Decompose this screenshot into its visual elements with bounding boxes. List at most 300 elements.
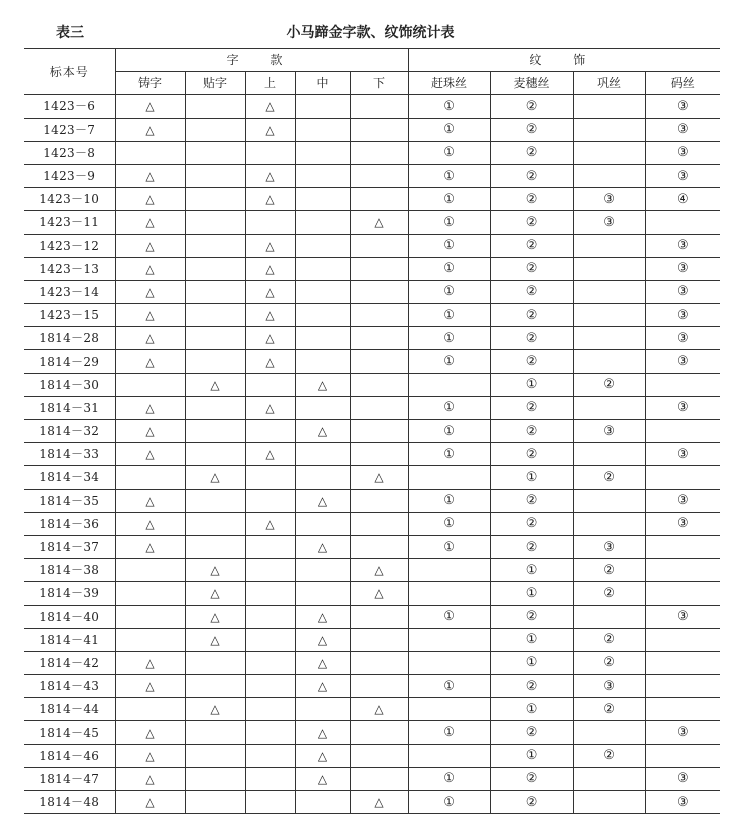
table-cell: ③ — [645, 234, 720, 257]
header-applied-char: 贴字 — [185, 72, 245, 95]
table-row — [24, 582, 720, 605]
table-cell — [185, 651, 245, 674]
header-row-columns — [24, 72, 720, 95]
table-cell — [245, 559, 295, 582]
table-title: 小马蹄金字款、纹饰统计表 — [286, 25, 455, 41]
table-cell — [295, 304, 350, 327]
header-chased-bead-wire: 赶珠丝 — [408, 72, 490, 95]
table-cell — [245, 721, 295, 744]
table-cell — [573, 512, 645, 535]
table-cell: △ — [115, 791, 185, 814]
table-cell — [185, 443, 245, 466]
table-cell: ① — [408, 489, 490, 512]
specimen-id: 1814－46 — [24, 744, 115, 767]
table-cell: ② — [573, 744, 645, 767]
table-row — [24, 141, 720, 164]
table-cell: ② — [490, 304, 573, 327]
table-cell: ③ — [645, 118, 720, 141]
table-cell: ② — [490, 791, 573, 814]
specimen-id: 1814－37 — [24, 535, 115, 558]
table-cell — [408, 698, 490, 721]
table-cell: △ — [295, 373, 350, 396]
table-cell: △ — [115, 188, 185, 211]
table-cell: △ — [115, 675, 185, 698]
table-cell — [573, 257, 645, 280]
table-cell: ① — [408, 257, 490, 280]
table-cell — [185, 188, 245, 211]
specimen-id: 1814－44 — [24, 698, 115, 721]
table-row — [24, 188, 720, 211]
table-cell — [295, 118, 350, 141]
table-cell: ① — [408, 721, 490, 744]
table-cell — [573, 350, 645, 373]
statistics-table — [24, 48, 720, 814]
table-cell — [645, 535, 720, 558]
table-cell — [295, 141, 350, 164]
table-cell: ① — [408, 304, 490, 327]
table-cell: △ — [185, 628, 245, 651]
table-cell: ① — [408, 188, 490, 211]
table-cell: ① — [408, 443, 490, 466]
table-cell: ③ — [645, 396, 720, 419]
table-row — [24, 95, 720, 118]
table-cell — [295, 791, 350, 814]
table-cell — [295, 164, 350, 187]
table-cell: ② — [490, 489, 573, 512]
table-cell: ① — [490, 628, 573, 651]
table-cell: ② — [490, 675, 573, 698]
table-cell: △ — [185, 559, 245, 582]
table-row — [24, 350, 720, 373]
table-cell — [350, 304, 408, 327]
table-row — [24, 628, 720, 651]
table-cell — [295, 466, 350, 489]
specimen-id: 1814－36 — [24, 512, 115, 535]
table-row — [24, 466, 720, 489]
table-cell — [408, 582, 490, 605]
table-row — [24, 535, 720, 558]
table-row — [24, 443, 720, 466]
table-cell — [350, 767, 408, 790]
table-cell — [645, 698, 720, 721]
table-cell: ① — [408, 211, 490, 234]
table-row — [24, 280, 720, 303]
table-cell: ③ — [645, 164, 720, 187]
table-cell: ① — [490, 466, 573, 489]
header-middle: 中 — [295, 72, 350, 95]
table-cell — [185, 791, 245, 814]
table-cell: △ — [295, 535, 350, 558]
table-cell: ① — [408, 95, 490, 118]
table-cell — [185, 350, 245, 373]
table-row — [24, 767, 720, 790]
specimen-id: 1423－13 — [24, 257, 115, 280]
specimen-id: 1814－45 — [24, 721, 115, 744]
table-cell: ③ — [645, 443, 720, 466]
table-cell: △ — [115, 234, 185, 257]
table-cell — [645, 582, 720, 605]
table-cell: △ — [295, 605, 350, 628]
table-cell: △ — [295, 675, 350, 698]
table-cell — [350, 489, 408, 512]
table-cell: ② — [490, 164, 573, 187]
table-cell: △ — [115, 118, 185, 141]
table-cell — [295, 234, 350, 257]
table-cell: △ — [295, 651, 350, 674]
table-cell — [245, 466, 295, 489]
specimen-id: 1423－12 — [24, 234, 115, 257]
header-gong-wire: 巩丝 — [573, 72, 645, 95]
table-cell: ③ — [645, 141, 720, 164]
table-row — [24, 675, 720, 698]
table-cell — [185, 95, 245, 118]
specimen-id: 1423－14 — [24, 280, 115, 303]
specimen-id: 1423－11 — [24, 211, 115, 234]
table-cell — [645, 559, 720, 582]
table-cell: △ — [185, 466, 245, 489]
table-cell — [645, 651, 720, 674]
table-cell — [115, 582, 185, 605]
table-cell: ③ — [645, 489, 720, 512]
specimen-id: 1423－15 — [24, 304, 115, 327]
table-cell: △ — [245, 327, 295, 350]
specimen-id: 1423－8 — [24, 141, 115, 164]
header-group-pattern: 纹 饰 — [408, 49, 720, 72]
table-cell: ③ — [573, 188, 645, 211]
table-cell: ② — [490, 443, 573, 466]
table-cell — [245, 675, 295, 698]
table-cell: ③ — [645, 350, 720, 373]
table-cell — [115, 559, 185, 582]
table-cell — [645, 211, 720, 234]
table-cell — [185, 118, 245, 141]
table-cell: △ — [115, 211, 185, 234]
table-row — [24, 211, 720, 234]
table-cell: △ — [115, 164, 185, 187]
table-cell — [115, 698, 185, 721]
specimen-id: 1423－10 — [24, 188, 115, 211]
table-cell — [185, 767, 245, 790]
table-cell: ② — [490, 721, 573, 744]
table-cell: ③ — [645, 95, 720, 118]
table-cell — [645, 628, 720, 651]
table-row — [24, 651, 720, 674]
table-cell: ① — [408, 118, 490, 141]
table-cell: ① — [490, 651, 573, 674]
table-cell — [350, 373, 408, 396]
table-cell: ② — [490, 280, 573, 303]
table-cell: ③ — [573, 420, 645, 443]
specimen-id: 1814－28 — [24, 327, 115, 350]
table-cell: △ — [115, 420, 185, 443]
specimen-id: 1814－40 — [24, 605, 115, 628]
table-cell: ① — [408, 420, 490, 443]
table-cell — [185, 489, 245, 512]
table-cell — [245, 582, 295, 605]
table-cell: ① — [490, 744, 573, 767]
table-cell — [295, 257, 350, 280]
table-cell — [573, 396, 645, 419]
table-cell — [408, 651, 490, 674]
specimen-id: 1423－6 — [24, 95, 115, 118]
specimen-id: 1423－9 — [24, 164, 115, 187]
table-cell: ② — [573, 466, 645, 489]
table-cell — [185, 396, 245, 419]
table-cell: ① — [408, 396, 490, 419]
table-cell — [115, 373, 185, 396]
table-cell: ① — [408, 767, 490, 790]
table-cell — [645, 466, 720, 489]
table-cell — [350, 396, 408, 419]
table-cell — [245, 767, 295, 790]
table-cell: ③ — [645, 721, 720, 744]
table-cell — [295, 582, 350, 605]
table-cell: ③ — [645, 767, 720, 790]
table-cell — [295, 95, 350, 118]
table-cell: ② — [490, 420, 573, 443]
table-cell: △ — [245, 280, 295, 303]
table-cell: ② — [573, 582, 645, 605]
header-top: 上 — [245, 72, 295, 95]
table-cell — [185, 327, 245, 350]
table-cell — [350, 443, 408, 466]
table-cell — [573, 605, 645, 628]
table-cell — [573, 304, 645, 327]
table-cell — [245, 791, 295, 814]
table-cell: △ — [115, 350, 185, 373]
table-cell — [350, 651, 408, 674]
table-cell: ① — [408, 675, 490, 698]
table-cell — [295, 698, 350, 721]
table-row — [24, 512, 720, 535]
table-cell — [350, 188, 408, 211]
table-cell: △ — [115, 489, 185, 512]
table-cell — [245, 489, 295, 512]
table-cell — [185, 280, 245, 303]
table-cell: △ — [245, 512, 295, 535]
table-cell — [245, 628, 295, 651]
table-cell — [295, 211, 350, 234]
table-cell: △ — [295, 721, 350, 744]
table-cell: △ — [185, 698, 245, 721]
table-cell: ② — [490, 95, 573, 118]
table-cell: △ — [245, 118, 295, 141]
table-cell — [295, 350, 350, 373]
specimen-id: 1814－35 — [24, 489, 115, 512]
table-cell — [185, 512, 245, 535]
table-cell — [185, 304, 245, 327]
table-cell: △ — [245, 95, 295, 118]
table-cell — [350, 605, 408, 628]
table-cell — [115, 605, 185, 628]
table-cell — [350, 234, 408, 257]
table-cell: ③ — [645, 257, 720, 280]
table-cell: ① — [408, 791, 490, 814]
table-cell — [408, 373, 490, 396]
table-cell — [645, 744, 720, 767]
table-cell: △ — [185, 605, 245, 628]
table-cell: △ — [295, 628, 350, 651]
table-cell — [645, 373, 720, 396]
table-cell — [573, 118, 645, 141]
table-cell — [245, 141, 295, 164]
table-cell: ① — [408, 280, 490, 303]
table-row — [24, 744, 720, 767]
table-cell — [245, 744, 295, 767]
table-cell: ② — [490, 211, 573, 234]
table-number-label: 表三 — [56, 25, 84, 41]
table-cell: ① — [408, 535, 490, 558]
table-cell — [350, 535, 408, 558]
table-cell — [185, 257, 245, 280]
table-cell — [295, 443, 350, 466]
specimen-id: 1814－41 — [24, 628, 115, 651]
table-cell: ① — [408, 327, 490, 350]
table-cell: △ — [350, 582, 408, 605]
table-cell: △ — [350, 791, 408, 814]
table-cell — [408, 466, 490, 489]
table-cell: ③ — [645, 304, 720, 327]
table-cell — [350, 95, 408, 118]
header-wheat-ear-wire: 麦穗丝 — [490, 72, 573, 95]
table-cell — [295, 559, 350, 582]
table-cell — [408, 628, 490, 651]
table-row — [24, 373, 720, 396]
table-cell — [350, 350, 408, 373]
table-row — [24, 257, 720, 280]
table-cell — [408, 559, 490, 582]
table-cell — [350, 327, 408, 350]
header-row-groups — [24, 49, 720, 72]
table-cell — [350, 420, 408, 443]
table-cell — [645, 675, 720, 698]
table-cell — [115, 628, 185, 651]
table-cell — [350, 257, 408, 280]
table-cell: ② — [490, 234, 573, 257]
table-row — [24, 791, 720, 814]
table-cell: △ — [295, 744, 350, 767]
table-cell: ③ — [573, 535, 645, 558]
table-cell — [350, 141, 408, 164]
table-cell: △ — [245, 234, 295, 257]
table-cell: △ — [115, 744, 185, 767]
table-cell: ③ — [645, 791, 720, 814]
table-cell: ② — [490, 257, 573, 280]
table-cell — [573, 234, 645, 257]
specimen-id: 1814－29 — [24, 350, 115, 373]
table-cell — [573, 95, 645, 118]
table-cell: △ — [185, 582, 245, 605]
table-cell — [185, 164, 245, 187]
table-cell: ① — [408, 605, 490, 628]
table-cell: △ — [115, 95, 185, 118]
table-cell: ① — [408, 350, 490, 373]
table-cell: △ — [350, 466, 408, 489]
table-cell — [245, 420, 295, 443]
specimen-id: 1814－43 — [24, 675, 115, 698]
table-cell: ② — [490, 141, 573, 164]
table-cell: ④ — [645, 188, 720, 211]
table-cell: ② — [490, 118, 573, 141]
table-cell: △ — [115, 443, 185, 466]
table-cell — [295, 512, 350, 535]
table-cell: △ — [115, 512, 185, 535]
table-cell: ② — [490, 396, 573, 419]
table-cell: △ — [115, 651, 185, 674]
table-cell: △ — [245, 443, 295, 466]
specimen-id: 1814－39 — [24, 582, 115, 605]
table-cell: △ — [350, 211, 408, 234]
table-cell: △ — [350, 698, 408, 721]
table-cell — [115, 141, 185, 164]
table-cell: ① — [490, 698, 573, 721]
table-cell: ② — [573, 651, 645, 674]
table-body — [24, 95, 720, 814]
table-cell: ③ — [645, 512, 720, 535]
table-cell: △ — [295, 420, 350, 443]
table-cell — [350, 744, 408, 767]
table-cell — [350, 164, 408, 187]
table-cell: ③ — [573, 675, 645, 698]
table-cell — [573, 443, 645, 466]
table-cell — [350, 721, 408, 744]
header-group-inscription: 字 款 — [115, 49, 408, 72]
table-cell — [295, 188, 350, 211]
table-cell — [185, 234, 245, 257]
table-cell: △ — [245, 350, 295, 373]
table-cell — [573, 721, 645, 744]
table-row — [24, 164, 720, 187]
table-cell: ③ — [573, 211, 645, 234]
table-cell — [185, 535, 245, 558]
table-cell — [185, 744, 245, 767]
table-cell — [350, 512, 408, 535]
table-cell: ② — [490, 188, 573, 211]
table-cell — [573, 141, 645, 164]
table-cell — [645, 420, 720, 443]
table-cell — [295, 396, 350, 419]
table-cell: ② — [490, 767, 573, 790]
table-cell: ③ — [645, 327, 720, 350]
table-cell — [245, 535, 295, 558]
header-cast-char: 铸字 — [115, 72, 185, 95]
table-cell — [573, 791, 645, 814]
specimen-id: 1814－38 — [24, 559, 115, 582]
table-row — [24, 396, 720, 419]
table-cell: ② — [573, 373, 645, 396]
table-cell: ① — [408, 141, 490, 164]
specimen-id: 1814－34 — [24, 466, 115, 489]
table-cell: ② — [490, 350, 573, 373]
table-cell — [245, 605, 295, 628]
table-cell — [350, 118, 408, 141]
table-cell: ① — [490, 373, 573, 396]
table-cell: △ — [245, 188, 295, 211]
table-row — [24, 605, 720, 628]
table-cell — [185, 141, 245, 164]
table-cell: ② — [490, 327, 573, 350]
table-cell — [573, 489, 645, 512]
table-cell: ② — [490, 605, 573, 628]
table-row — [24, 489, 720, 512]
table-cell — [245, 373, 295, 396]
table-cell: ③ — [645, 280, 720, 303]
table-cell: ① — [408, 234, 490, 257]
table-cell: △ — [350, 559, 408, 582]
specimen-id: 1423－7 — [24, 118, 115, 141]
table-cell: △ — [115, 535, 185, 558]
table-cell — [115, 466, 185, 489]
